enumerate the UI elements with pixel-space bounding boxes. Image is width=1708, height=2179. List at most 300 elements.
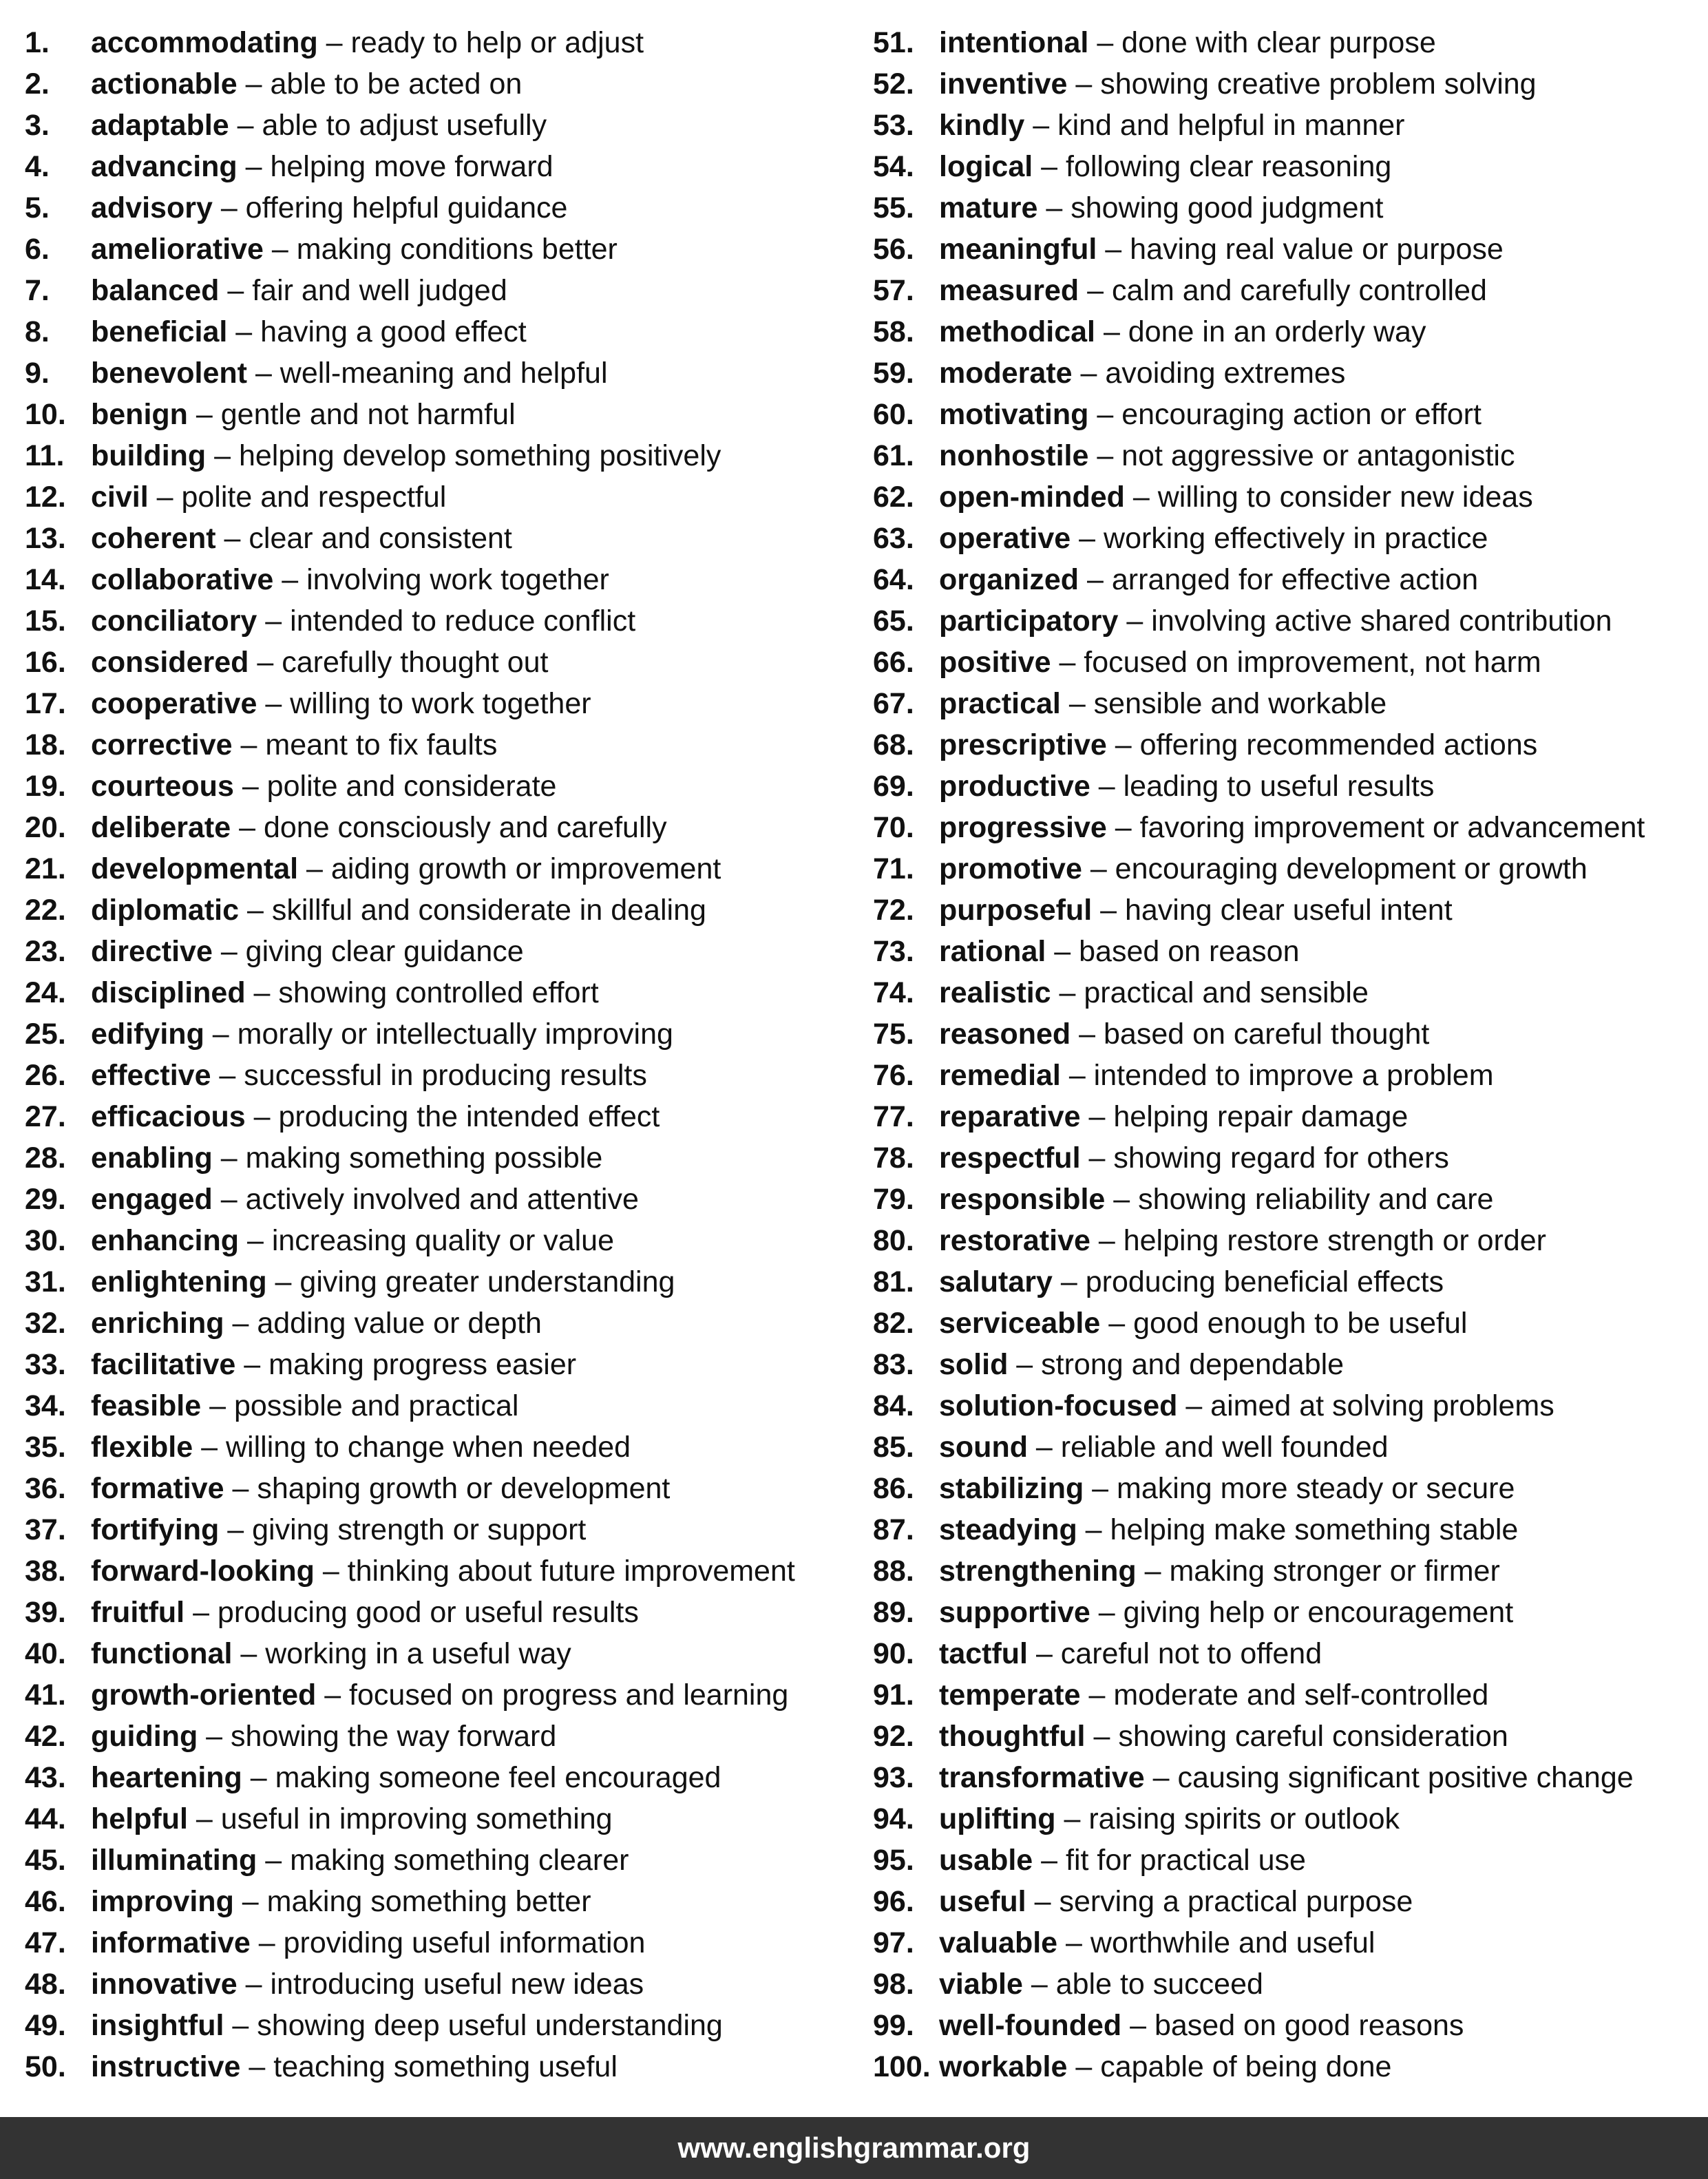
list-item [873, 1798, 1699, 1840]
item-term: supportive [939, 1596, 1090, 1629]
item-definition: – making something better [233, 1885, 591, 1918]
list-item [873, 600, 1699, 642]
list-item [873, 931, 1699, 972]
item-definition: – making someone feel encouraged [242, 1761, 721, 1794]
item-number: 19. [25, 770, 66, 803]
item-number: 65. [873, 604, 914, 638]
item-definition: – polite and respectful [148, 481, 447, 514]
item-term: methodical [939, 315, 1095, 348]
item-number: 9. [25, 357, 50, 390]
list-item [873, 1633, 1699, 1674]
item-definition: – involving work together [273, 563, 609, 596]
item-term: building [91, 439, 207, 472]
item-definition: – polite and considerate [233, 770, 557, 803]
item-number: 76. [873, 1059, 914, 1092]
list-item [25, 1261, 851, 1303]
item-number: 2. [25, 67, 50, 101]
list-item [873, 1137, 1699, 1179]
item-term: benign [91, 398, 188, 431]
list-item [873, 1013, 1699, 1055]
item-definition: – showing reliability and care [1105, 1183, 1494, 1216]
item-term: diplomatic [91, 894, 240, 927]
list-item [873, 1468, 1699, 1509]
item-term: operative [939, 522, 1071, 555]
item-number: 58. [873, 315, 914, 348]
item-number: 94. [873, 1802, 914, 1835]
item-term: fruitful [91, 1596, 185, 1629]
item-definition: – strong and dependable [1008, 1348, 1345, 1381]
item-definition: – based on careful thought [1071, 1018, 1430, 1051]
item-term: thoughtful [939, 1720, 1086, 1753]
item-number: 96. [873, 1885, 914, 1918]
word-list-column-left [25, 22, 851, 2087]
item-number: 99. [873, 2009, 914, 2042]
item-term: rational [939, 935, 1046, 968]
item-number: 60. [873, 398, 914, 431]
list-item [873, 1179, 1699, 1220]
item-term: enlightening [91, 1265, 267, 1298]
item-number: 22. [25, 894, 66, 927]
list-item [873, 352, 1699, 394]
item-definition: – giving strength or support [219, 1513, 587, 1546]
item-term: growth-oriented [91, 1678, 317, 1712]
list-item [25, 63, 851, 105]
item-number: 24. [25, 976, 66, 1009]
item-definition: – kind and helpful in manner [1024, 109, 1405, 142]
item-definition: – fair and well judged [219, 274, 507, 307]
item-term: stabilizing [939, 1472, 1084, 1505]
item-term: measured [939, 274, 1079, 307]
item-number: 21. [25, 852, 66, 885]
item-definition: – working in a useful way [232, 1637, 571, 1670]
item-definition: – having a good effect [227, 315, 527, 348]
list-item [873, 518, 1699, 559]
item-term: directive [91, 935, 213, 968]
list-item [25, 1427, 851, 1468]
list-item [25, 311, 851, 352]
item-term: fortifying [91, 1513, 220, 1546]
list-item [873, 1592, 1699, 1633]
item-term: positive [939, 646, 1051, 679]
item-definition: – showing the way forward [198, 1720, 557, 1753]
list-item [25, 2005, 851, 2046]
item-term: conciliatory [91, 604, 257, 638]
item-number: 95. [873, 1844, 914, 1877]
item-definition: – providing useful information [250, 1926, 646, 1959]
item-number: 56. [873, 233, 914, 266]
item-number: 45. [25, 1844, 66, 1877]
item-term: accommodating [91, 26, 318, 59]
item-term: remedial [939, 1059, 1061, 1092]
list-item [25, 559, 851, 600]
item-number: 78. [873, 1141, 914, 1175]
list-item [873, 1427, 1699, 1468]
item-number: 77. [873, 1100, 914, 1133]
item-number: 83. [873, 1348, 914, 1381]
item-number: 46. [25, 1885, 66, 1918]
list-item [873, 22, 1699, 63]
list-item [873, 766, 1699, 807]
item-number: 81. [873, 1265, 914, 1298]
item-number: 16. [25, 646, 66, 679]
item-number: 55. [873, 191, 914, 224]
item-number: 73. [873, 935, 914, 968]
item-number: 36. [25, 1472, 66, 1505]
item-number: 53. [873, 109, 914, 142]
item-number: 98. [873, 1968, 914, 2001]
item-number: 5. [25, 191, 50, 224]
list-item [25, 890, 851, 931]
item-number: 72. [873, 894, 914, 927]
item-number: 66. [873, 646, 914, 679]
item-term: edifying [91, 1018, 204, 1051]
item-definition: – skillful and considerate in dealing [239, 894, 706, 927]
item-definition: – making something possible [212, 1141, 603, 1175]
list-item [873, 1096, 1699, 1137]
item-definition: – good enough to be useful [1100, 1307, 1468, 1340]
item-definition: – focused on progress and learning [316, 1678, 789, 1712]
item-term: responsible [939, 1183, 1106, 1216]
item-number: 88. [873, 1555, 914, 1588]
list-item [873, 1055, 1699, 1096]
item-number: 3. [25, 109, 50, 142]
item-number: 27. [25, 1100, 66, 1133]
item-number: 71. [873, 852, 914, 885]
list-item [25, 1468, 851, 1509]
item-definition: – giving help or encouragement [1090, 1596, 1514, 1629]
item-number: 11. [25, 439, 65, 472]
item-number: 1. [25, 26, 50, 59]
list-item [25, 1798, 851, 1840]
item-term: purposeful [939, 894, 1093, 927]
item-term: advancing [91, 150, 238, 183]
item-term: illuminating [91, 1844, 257, 1877]
list-item [873, 270, 1699, 311]
word-list-column-right [873, 22, 1699, 2087]
list-item [873, 1303, 1699, 1344]
item-definition: – showing deep useful understanding [224, 2009, 723, 2042]
item-number: 43. [25, 1761, 66, 1794]
item-definition: – carefully thought out [249, 646, 549, 679]
list-item [25, 1385, 851, 1427]
list-item [25, 931, 851, 972]
item-term: coherent [91, 522, 216, 555]
item-term: cooperative [91, 687, 257, 720]
item-term: progressive [939, 811, 1107, 844]
item-definition: – helping make something stable [1077, 1513, 1519, 1546]
item-number: 15. [25, 604, 66, 638]
list-item [25, 270, 851, 311]
item-number: 47. [25, 1926, 66, 1959]
item-definition: – moderate and self-controlled [1080, 1678, 1489, 1712]
list-item [25, 229, 851, 270]
list-item [873, 683, 1699, 724]
list-item [25, 1220, 851, 1261]
item-definition: – based on good reasons [1121, 2009, 1464, 2042]
item-definition: – sensible and workable [1060, 687, 1387, 720]
list-item [873, 1674, 1699, 1716]
item-definition: – serving a practical purpose [1026, 1885, 1413, 1918]
item-term: heartening [91, 1761, 242, 1794]
item-number: 32. [25, 1307, 66, 1340]
item-term: effective [91, 1059, 211, 1092]
list-item [873, 1550, 1699, 1592]
item-term: helpful [91, 1802, 188, 1835]
item-definition: – causing significant positive change [1144, 1761, 1634, 1794]
item-term: valuable [939, 1926, 1058, 1959]
item-number: 52. [873, 67, 914, 101]
list-item [25, 766, 851, 807]
item-definition: – introducing useful new ideas [237, 1968, 644, 2001]
list-item [873, 1964, 1699, 2005]
item-term: temperate [939, 1678, 1081, 1712]
list-item [25, 1550, 851, 1592]
item-number: 97. [873, 1926, 914, 1959]
item-definition: – making more steady or secure [1084, 1472, 1515, 1505]
item-definition: – making stronger or firmer [1136, 1555, 1500, 1588]
item-definition: – leading to useful results [1090, 770, 1435, 803]
item-term: respectful [939, 1141, 1081, 1175]
list-item [873, 1840, 1699, 1881]
item-definition: – well-meaning and helpful [247, 357, 608, 390]
list-item [25, 1179, 851, 1220]
item-number: 63. [873, 522, 914, 555]
list-item [25, 187, 851, 229]
item-term: balanced [91, 274, 220, 307]
item-definition: – focused on improvement, not harm [1051, 646, 1541, 679]
item-number: 64. [873, 563, 914, 596]
item-term: productive [939, 770, 1090, 803]
item-term: steadying [939, 1513, 1077, 1546]
item-number: 13. [25, 522, 66, 555]
item-term: kindly [939, 109, 1025, 142]
list-item [25, 1674, 851, 1716]
item-definition: – involving active shared contribution [1118, 604, 1612, 638]
item-number: 49. [25, 2009, 66, 2042]
item-definition: – reliable and well founded [1027, 1431, 1389, 1464]
list-item [873, 807, 1699, 848]
item-definition: – not aggressive or antagonistic [1088, 439, 1515, 472]
item-number: 61. [873, 439, 914, 472]
list-item [25, 600, 851, 642]
item-definition: – practical and sensible [1051, 976, 1369, 1009]
item-definition: – producing beneficial effects [1052, 1265, 1444, 1298]
item-term: benevolent [91, 357, 247, 390]
item-number: 74. [873, 976, 914, 1009]
item-number: 51. [873, 26, 914, 59]
list-item [25, 435, 851, 476]
item-number: 31. [25, 1265, 66, 1298]
item-term: corrective [91, 728, 233, 761]
item-term: developmental [91, 852, 299, 885]
item-definition: – offering helpful guidance [212, 191, 568, 224]
item-number: 44. [25, 1802, 66, 1835]
list-item [873, 2046, 1699, 2087]
item-number: 90. [873, 1637, 914, 1670]
item-definition: – done with clear purpose [1088, 26, 1436, 59]
footer-bar [0, 2117, 1708, 2179]
list-item [873, 146, 1699, 187]
list-item [873, 476, 1699, 518]
item-term: instructive [91, 2050, 241, 2083]
item-definition: – intended to reduce conflict [257, 604, 636, 638]
item-definition: – following clear reasoning [1033, 150, 1392, 183]
item-term: civil [91, 481, 149, 514]
item-number: 18. [25, 728, 66, 761]
item-term: enabling [91, 1141, 213, 1175]
item-term: promotive [939, 852, 1082, 885]
item-term: enhancing [91, 1224, 240, 1257]
item-definition: – having real value or purpose [1097, 233, 1504, 266]
list-item [25, 642, 851, 683]
item-definition: – helping move forward [237, 150, 553, 183]
item-term: solution-focused [939, 1389, 1178, 1422]
item-term: realistic [939, 976, 1051, 1009]
item-number: 30. [25, 1224, 66, 1257]
item-definition: – careful not to offend [1028, 1637, 1322, 1670]
item-term: enriching [91, 1307, 224, 1340]
item-term: prescriptive [939, 728, 1107, 761]
item-definition: – favoring improvement or advancement [1106, 811, 1645, 844]
item-term: solid [939, 1348, 1009, 1381]
item-term: well-founded [939, 2009, 1122, 2042]
item-number: 33. [25, 1348, 66, 1381]
item-number: 86. [873, 1472, 914, 1505]
item-number: 25. [25, 1018, 66, 1051]
item-definition: – teaching something useful [240, 2050, 618, 2083]
item-number: 28. [25, 1141, 66, 1175]
item-term: serviceable [939, 1307, 1101, 1340]
item-number: 84. [873, 1389, 914, 1422]
item-number: 92. [873, 1720, 914, 1753]
list-item [873, 105, 1699, 146]
item-term: formative [91, 1472, 224, 1505]
list-item [25, 1137, 851, 1179]
list-item [873, 229, 1699, 270]
item-term: reasoned [939, 1018, 1071, 1051]
item-number: 12. [25, 481, 66, 514]
item-number: 10. [25, 398, 66, 431]
item-number: 100. [873, 2050, 931, 2083]
item-definition: – worthwhile and useful [1057, 1926, 1375, 1959]
item-number: 57. [873, 274, 914, 307]
item-number: 93. [873, 1761, 914, 1794]
item-term: disciplined [91, 976, 246, 1009]
list-item [873, 2005, 1699, 2046]
item-definition: – intended to improve a problem [1060, 1059, 1494, 1092]
item-term: flexible [91, 1431, 193, 1464]
item-term: nonhostile [939, 439, 1089, 472]
item-term: deliberate [91, 811, 231, 844]
item-term: moderate [939, 357, 1073, 390]
item-term: collaborative [91, 563, 274, 596]
item-number: 50. [25, 2050, 66, 2083]
item-term: beneficial [91, 315, 228, 348]
item-definition: – helping repair damage [1080, 1100, 1409, 1133]
list-item [25, 807, 851, 848]
item-definition: – aiding growth or improvement [298, 852, 721, 885]
item-definition: – encouraging development or growth [1082, 852, 1588, 885]
item-definition: – making conditions better [263, 233, 618, 266]
list-item [873, 890, 1699, 931]
item-definition: – working effectively in practice [1071, 522, 1488, 555]
list-item [25, 1303, 851, 1344]
item-term: informative [91, 1926, 251, 1959]
item-number: 89. [873, 1596, 914, 1629]
list-item [873, 435, 1699, 476]
item-number: 54. [873, 150, 914, 183]
item-number: 69. [873, 770, 914, 803]
item-definition: – showing creative problem solving [1067, 67, 1537, 101]
list-item [873, 394, 1699, 435]
list-item [25, 1757, 851, 1798]
item-term: ameliorative [91, 233, 264, 266]
item-definition: – capable of being done [1067, 2050, 1392, 2083]
item-definition: – possible and practical [201, 1389, 519, 1422]
item-term: usable [939, 1844, 1033, 1877]
item-definition: – shaping growth or development [224, 1472, 671, 1505]
item-number: 80. [873, 1224, 914, 1257]
item-number: 70. [873, 811, 914, 844]
item-term: innovative [91, 1968, 238, 2001]
item-term: uplifting [939, 1802, 1056, 1835]
item-number: 29. [25, 1183, 66, 1216]
item-number: 23. [25, 935, 66, 968]
item-number: 59. [873, 357, 914, 390]
item-definition: – able to adjust usefully [229, 109, 547, 142]
item-definition: – giving greater understanding [266, 1265, 675, 1298]
list-item [25, 105, 851, 146]
item-term: practical [939, 687, 1061, 720]
item-number: 79. [873, 1183, 914, 1216]
item-definition: – done in an orderly way [1095, 315, 1426, 348]
item-term: salutary [939, 1265, 1053, 1298]
list-item [873, 1344, 1699, 1385]
item-term: adaptable [91, 109, 229, 142]
list-item [25, 352, 851, 394]
item-definition: – able to succeed [1022, 1968, 1263, 2001]
item-definition: – useful in improving something [187, 1802, 613, 1835]
item-term: intentional [939, 26, 1089, 59]
item-term: efficacious [91, 1100, 246, 1133]
item-definition: – showing careful consideration [1085, 1720, 1508, 1753]
item-number: 82. [873, 1307, 914, 1340]
item-definition: – actively involved and attentive [212, 1183, 639, 1216]
item-number: 17. [25, 687, 66, 720]
list-item [873, 63, 1699, 105]
item-definition: – clear and consistent [215, 522, 512, 555]
list-item [873, 724, 1699, 766]
list-item [25, 22, 851, 63]
list-item [25, 2046, 851, 2087]
item-definition: – willing to consider new ideas [1124, 481, 1533, 514]
list-item [873, 187, 1699, 229]
item-number: 14. [25, 563, 66, 596]
list-item [25, 518, 851, 559]
item-definition: – showing regard for others [1080, 1141, 1449, 1175]
item-definition: – producing the intended effect [245, 1100, 660, 1133]
list-item [873, 1509, 1699, 1550]
item-definition: – done consciously and carefully [231, 811, 667, 844]
list-item [873, 1881, 1699, 1922]
item-number: 41. [25, 1678, 66, 1712]
list-item [25, 146, 851, 187]
item-term: restorative [939, 1224, 1090, 1257]
item-number: 68. [873, 728, 914, 761]
item-definition: – increasing quality or value [239, 1224, 615, 1257]
item-term: inventive [939, 67, 1068, 101]
item-term: forward-looking [91, 1555, 315, 1588]
